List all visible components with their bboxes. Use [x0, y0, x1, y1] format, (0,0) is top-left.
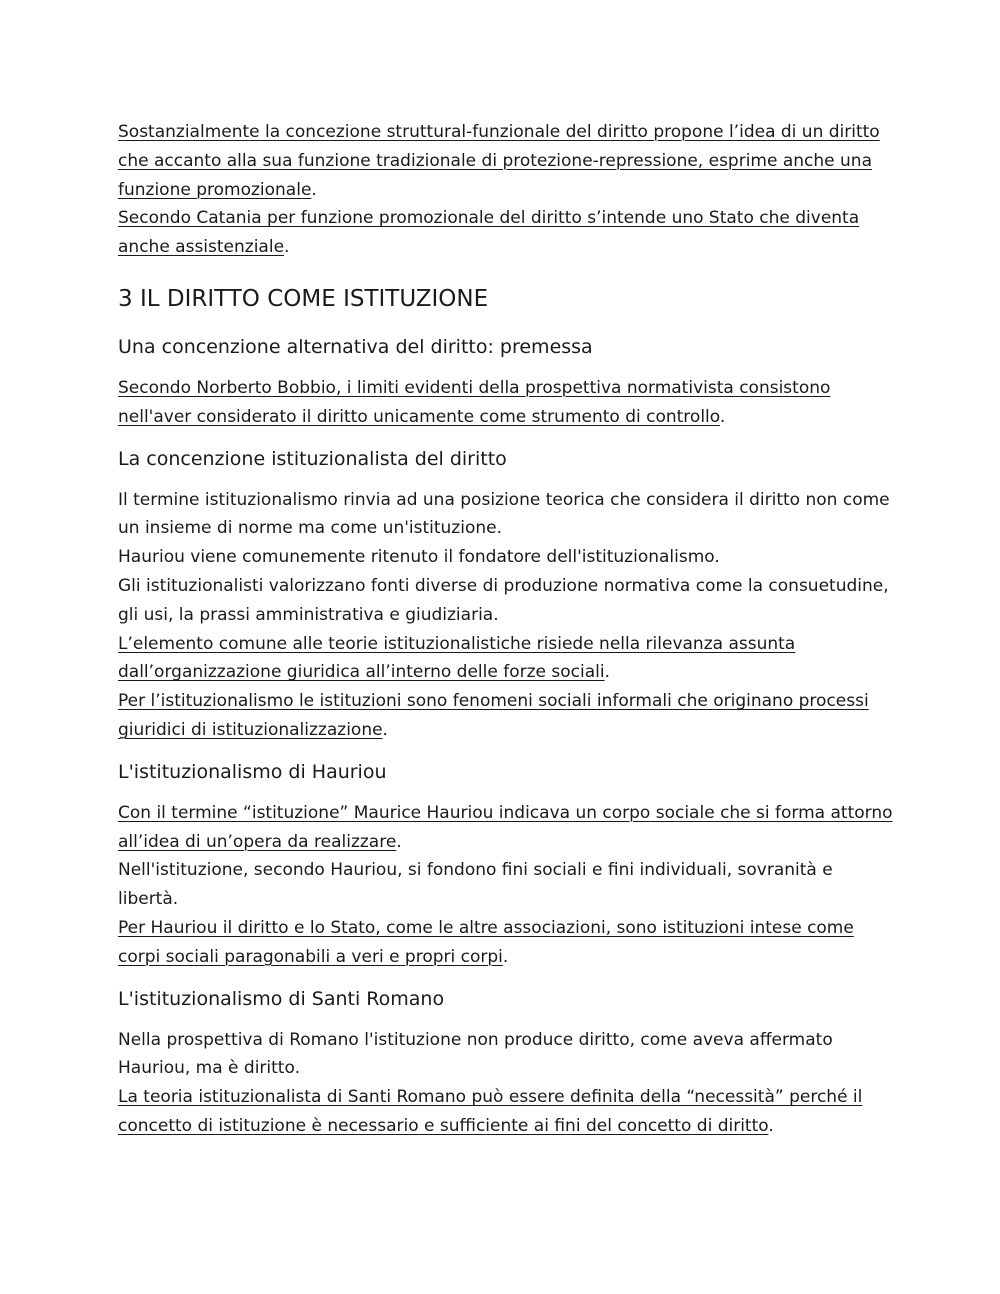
chapter-title: 3 IL DIRITTO COME ISTITUZIONE	[118, 285, 489, 312]
punctuation: .	[719, 406, 726, 427]
section-2-paragraph-5	[118, 687, 898, 745]
section-4-paragraph-2	[118, 1083, 898, 1141]
section-title-concezione-istituzionalista: La concenzione istituzionalista del diritto	[118, 447, 507, 470]
underlined-text: L’elemento comune alle teorie istituzionalistiche risiede nella rilevanza assunta dall’organizzazione giuridica all’interno delle forze sociali	[118, 633, 796, 683]
underlined-text: Sostanzialmente la concezione struttural-funzionale del diritto propone l’idea di un diritto che accanto alla sua funzione tradizionale di protezione-repressione, esprime anche una funzione promozionale	[118, 122, 880, 200]
section-3-paragraph-2: Nell'istituzione, secondo Hauriou, si fondono fini sociali e fini individuali, sovranità e libertà.	[118, 860, 833, 910]
section-1-paragraph-1	[118, 374, 898, 432]
section-2-paragraph-1: Il termine istituzionalismo rinvia ad una posizione teorica che considera il diritto non come un insieme di norme ma come un'istituzione.	[118, 489, 890, 539]
underlined-text: La teoria istituzionalista di Santi Romano può essere definita della “necessità” perché il concetto di istituzione è necessario e sufficiente ai fini del concetto di diritto	[118, 1087, 863, 1136]
punctuation: .	[311, 179, 317, 200]
section-3-paragraph-1	[118, 799, 898, 857]
section-title-premessa: Una concenzione alternativa del diritto: premessa	[118, 335, 593, 358]
document-page	[118, 118, 898, 1141]
underlined-text: Per l’istituzionalismo le istituzioni sono fenomeni sociali informali che originano processi giuridici di istituzionalizzazione	[118, 691, 869, 740]
section-title-hauriou: L'istituzionalismo di Hauriou	[118, 760, 387, 783]
section-4-paragraph-1: Nella prospettiva di Romano l'istituzione non produce diritto, come aveva affermato Hauriou, ma è diritto.	[118, 1029, 833, 1079]
punctuation: .	[284, 237, 290, 258]
underlined-text: Secondo Catania per funzione promozionale del diritto s’intende uno Stato che diventa anche assistenziale	[118, 208, 860, 258]
punctuation: .	[382, 719, 388, 740]
punctuation: .	[396, 831, 402, 852]
punctuation: .	[502, 946, 509, 967]
intro-paragraph-2	[118, 204, 898, 262]
section-title-santi-romano: L'istituzionalismo di Santi Romano	[118, 987, 445, 1010]
section-2-paragraph-4	[118, 630, 898, 688]
intro-paragraph-1	[118, 118, 898, 204]
section-2-paragraph-3: Gli istituzionalisti valorizzano fonti diverse di produzione normativa come la consuetudine, gli usi, la prassi amministrativa e giudiziaria.	[118, 575, 889, 625]
underlined-text: Secondo Norberto Bobbio, i limiti evidenti della prospettiva normativista consistono nell'aver considerato il diritto unicamente come strumento di controllo	[118, 377, 831, 427]
underlined-text: Per Hauriou il diritto e lo Stato, come le altre associazioni, sono istituzioni intese come corpi sociali paragonabili a veri e propri corpi	[118, 917, 854, 967]
section-2-paragraph-2: Hauriou viene comunemente ritenuto il fondatore dell'istituzionalismo.	[118, 547, 720, 568]
punctuation: .	[604, 662, 610, 683]
section-3-paragraph-3	[118, 914, 898, 972]
underlined-text: Con il termine “istituzione” Maurice Hauriou indicava un corpo sociale che si forma attorno all’idea di un’opera da realizzare	[118, 802, 893, 852]
punctuation: .	[768, 1115, 774, 1136]
